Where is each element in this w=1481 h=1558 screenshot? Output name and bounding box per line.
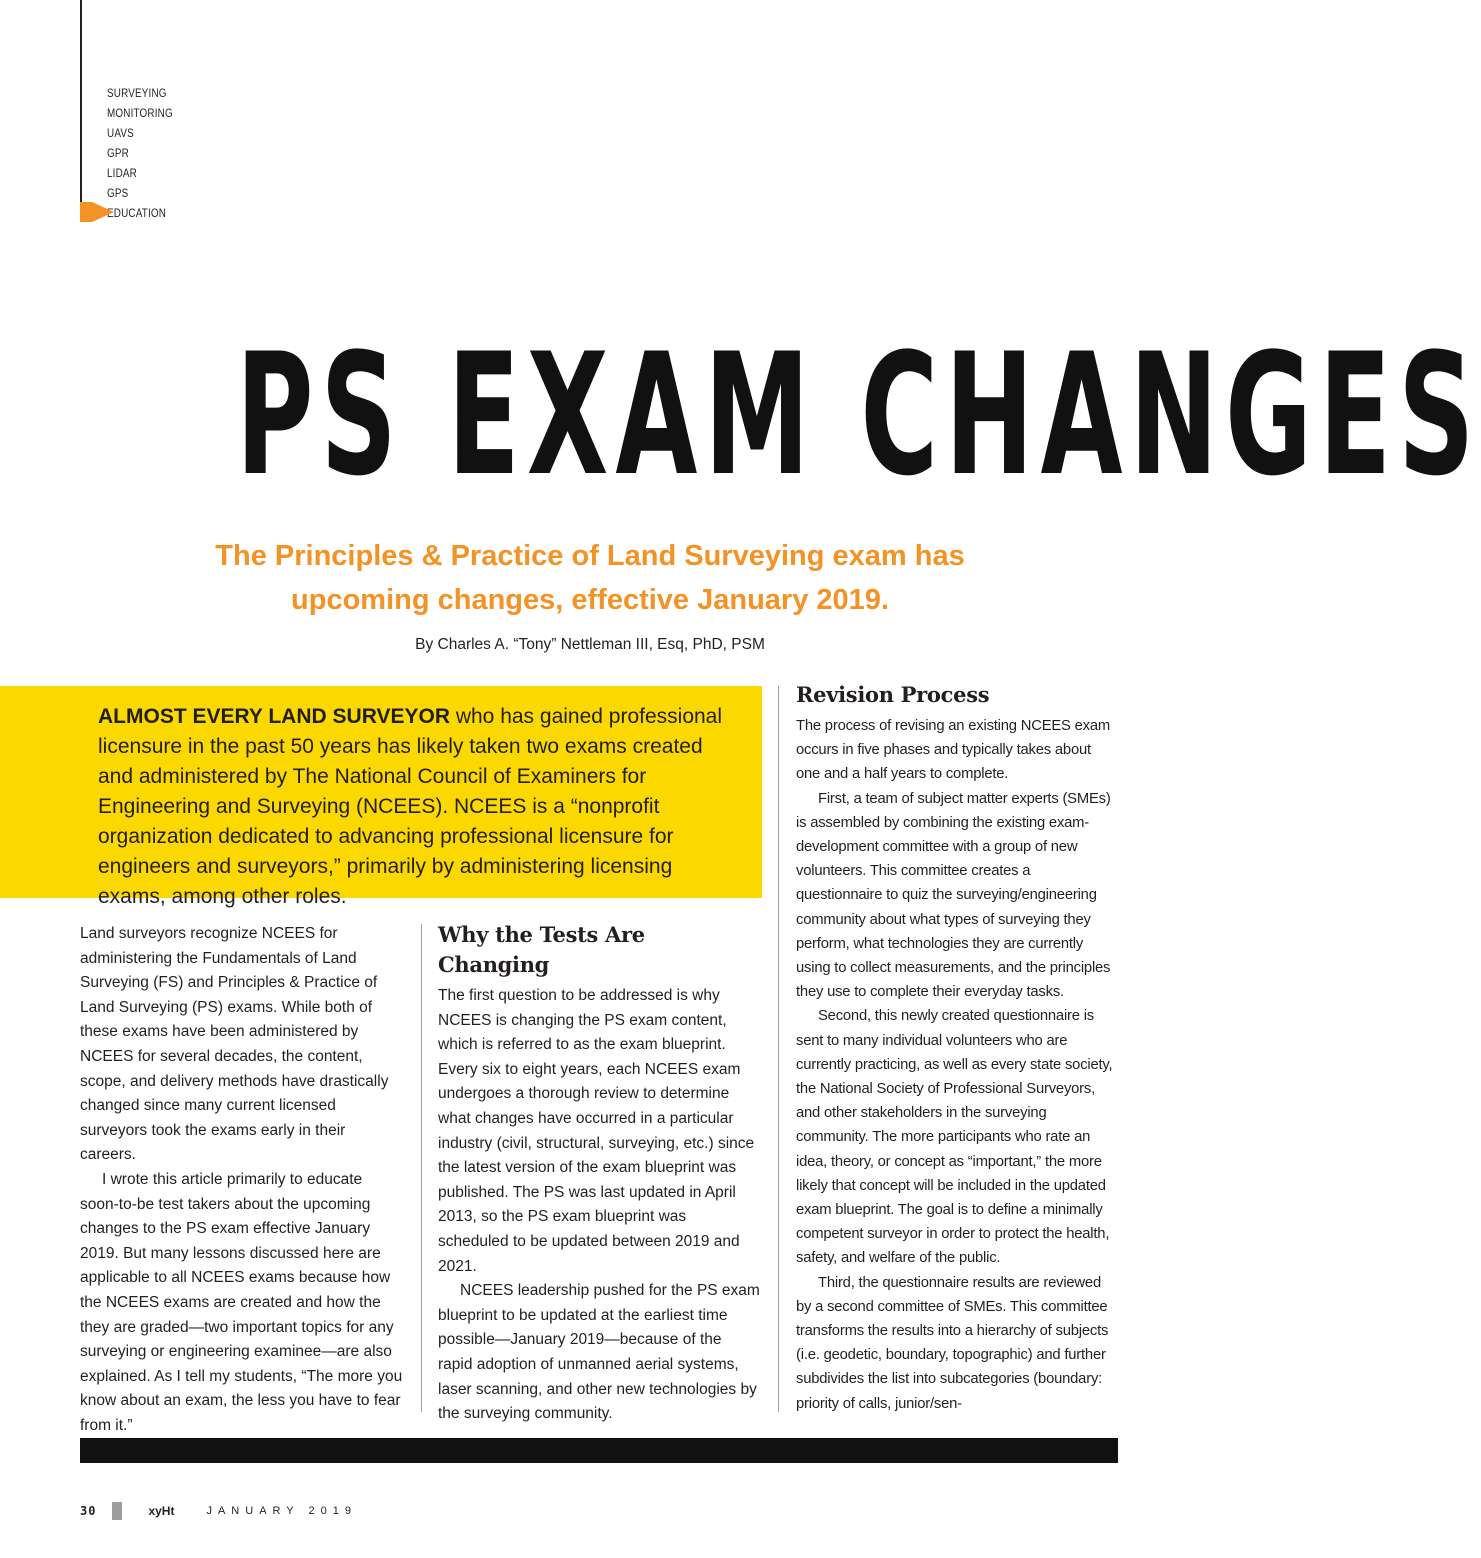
body-paragraph: Third, the questionnaire results are reviewed by a second committee of SMEs. This committee transforms the results into a hierarchy of subjects (i.e. geodetic, boundary, topographic) and further subdivides the list into subcategories (boundary: priority of calls, junior/sen-: [796, 1274, 1109, 1412]
active-category-arrow-icon: [92, 202, 114, 222]
category-item-active[interactable]: EDUCATION: [107, 208, 167, 220]
category-item[interactable]: MONITORING: [107, 108, 173, 120]
column-2: [438, 920, 760, 1427]
magazine-name: xyHt: [148, 1504, 175, 1518]
body-paragraph: I wrote this article primarily to educate soon-to-be test takers about the upcoming changes to the PS exam effective January 2019. But many lessons discussed here are applicable to all NCEES exams because how the NCEES exams are created and how the they are graded—two important topics for any surveying or engineering examinee—are also explained. As I tell my students, “The more you know about an exam, the less you have to fear from it.”: [80, 1170, 403, 1434]
issue-date: JANUARY 2019: [206, 1505, 357, 1517]
deck-subtitle: The Principles & Practice of Land Surveying exam has upcoming changes, effective January 2019.: [215, 540, 965, 616]
category-item[interactable]: GPR: [107, 148, 129, 160]
category-item[interactable]: SURVEYING: [107, 88, 167, 100]
body-paragraph: Land surveyors recognize NCEES for administering the Fundamentals of Land Surveying (FS) and Principles & Practice of Land Surveying (PS) exams. While both of these exams have been administered by NCEES for several decades, the content, scope, and delivery methods have drastically changed since many current licensed surveyors took the exams early in their careers.: [80, 925, 389, 1164]
intro-lead-in: ALMOST EVERY LAND SURVEYOR: [98, 705, 450, 728]
footer-square-icon: [112, 1502, 122, 1520]
column-divider: [778, 686, 779, 1412]
category-nav: [107, 84, 184, 224]
body-paragraph: NCEES leadership pushed for the PS exam blueprint to be updated at the earliest time possible—January 2019—because of the rapid adoption of unmanned aerial systems, laser scanning, and other new technologies by the surveying community.: [438, 1282, 760, 1423]
intro-highlight-box: [0, 686, 762, 908]
category-item[interactable]: LIDAR: [107, 168, 137, 180]
intro-paragraph: [98, 702, 738, 912]
active-category-marker: [80, 202, 92, 222]
column-1: [80, 922, 405, 1438]
intro-text: who has gained professional licensure in the past 50 years has likely taken two exams created and administered by The National Council of Examiners for Engineering and Surveying (NCEES). NCEES is a “nonprofit organization dedicated to advancing professional licensure for engineers and surveyors,” primarily by administering licensing exams, among other roles.: [98, 705, 723, 908]
page-footer: [80, 1501, 357, 1521]
column-3: [796, 680, 1118, 1416]
category-item[interactable]: UAVS: [107, 128, 134, 140]
body-paragraph: The first question to be addressed is why NCEES is changing the PS exam content, which is referred to as the exam blueprint. Every six to eight years, each NCEES exam undergoes a thorough review to determine what changes have occurred in a particular industry (civil, structural, surveying, etc.) since the latest version of the exam blueprint was published. The PS was last updated in April 2013, so the PS exam blueprint was scheduled to be updated between 2019 and 2021.: [438, 987, 755, 1275]
column-divider: [421, 924, 422, 1412]
section-heading: Revision Process: [796, 682, 990, 707]
headline: PS EXAM CHANGES: [236, 317, 1481, 513]
byline: By Charles A. “Tony” Nettleman III, Esq, PhD, PSM: [415, 636, 765, 653]
body-paragraph: First, a team of subject matter experts (SMEs) is assembled by combining the existing exam-development committee with a group of new volunteers. This committee creates a questionnaire to quiz the surveying/engineering community about what types of surveying they perform, what technologies they are currently using to collect measurements, and the principles they use to complete their everyday tasks.: [796, 790, 1111, 1001]
header-vertical-rule: [80, 0, 82, 222]
body-paragraph: Second, this newly created questionnaire is sent to many individual volunteers who are currently practicing, as well as every state society, the National Society of Professional Surveyors, and other stakeholders in the surveying community. The more participants who rate an idea, theory, or concept as “important,” the more likely that concept will be included in the updated exam blueprint. The goal is to define a minimally competent surveyor in order to protect the health, safety, and welfare of the public.: [796, 1008, 1113, 1267]
body-paragraph: The process of revising an existing NCEES exam occurs in five phases and typically takes about one and a half years to complete.: [796, 718, 1111, 783]
footer-black-bar: [80, 1438, 1118, 1463]
category-item[interactable]: GPS: [107, 188, 129, 200]
section-heading: Why the Tests Are Changing: [438, 922, 645, 977]
page-number: 30: [80, 1504, 97, 1518]
